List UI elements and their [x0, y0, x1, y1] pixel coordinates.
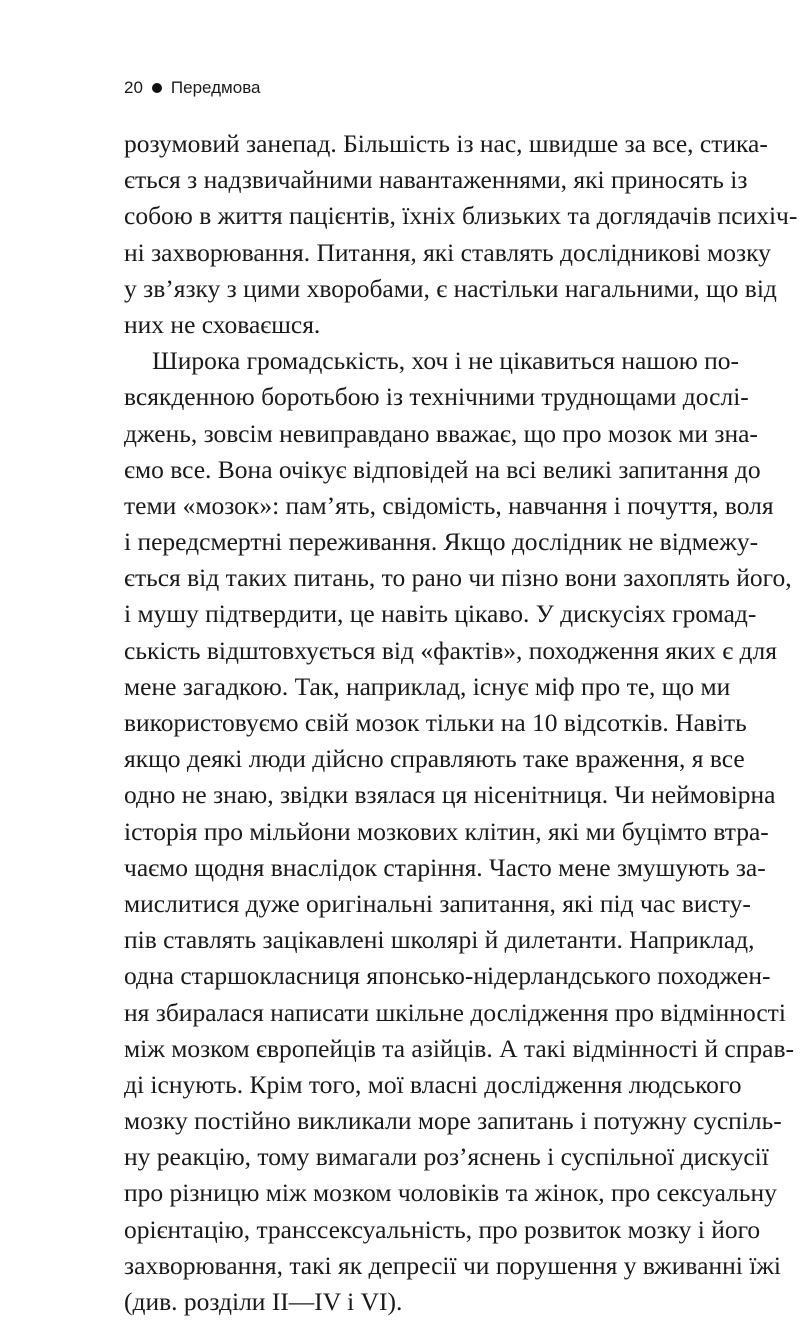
text-line: чаємо щодня внаслідок старіння. Часто мене змушують за- — [124, 852, 766, 882]
text-line: орієнтацію, транссексуальність, про розвиток мозку і його — [124, 1214, 761, 1244]
text-line: ну реакцію, тому вимагали роз’яснень і суспільної дискусії — [124, 1142, 769, 1172]
text-line: Широка громадськість, хоч і не цікавиться нашою по- — [152, 346, 740, 376]
text-line: мозку постійно викликали море запитань і потужну суспіль- — [124, 1106, 782, 1136]
text-line: ємо все. Вона очікує відповідей на всі великі запитання до — [124, 454, 761, 484]
text-line: у зв’язку з цими хворобами, є настільки нагальними, що від — [124, 273, 777, 303]
text-line: собою в життя пацієнтів, їхніх близьких та доглядачів психіч- — [124, 201, 798, 231]
text-line: між мозком європейців та азійців. А такі відмінності й справ- — [124, 1033, 794, 1063]
text-line: мислитися дуже оригінальні запитання, які під час висту- — [124, 888, 751, 918]
text-line: і передсмертні переживання. Якщо дослідник не відмежу- — [124, 527, 759, 557]
text-line: мене загадкою. Так, наприклад, існує міф про те, що ми — [124, 671, 731, 701]
text-line: ня збиралася написати шкільне дослідження про відмінності — [124, 997, 786, 1027]
text-line: ді існують. Крім того, мої власні дослідження людського — [124, 1069, 742, 1099]
text-line: використовуємо свій мозок тільки на 10 відсотків. Навіть — [124, 708, 747, 737]
text-line: всякденною боротьбою із технічними труднощами дослі- — [124, 382, 749, 412]
text-line: історія про мільйони мозкових клітин, які ми буцімто втра- — [124, 816, 769, 846]
paragraph — [124, 343, 794, 1320]
section-title: Передмова — [170, 78, 261, 97]
text-line: про різницю між мозком чоловіків та жінок, про сексуальну — [124, 1178, 777, 1208]
bullet-dot-icon — [152, 83, 162, 93]
text-line: ється з надзвичайними навантаженнями, які приносять із — [124, 165, 748, 195]
text-line: ні захворювання. Питання, які ставлять дослідникові мозку — [124, 237, 771, 267]
text-line: (див. розділи II—IV і VI). — [124, 1287, 403, 1316]
text-line: якщо деякі люди дійсно справляють таке враження, я все — [124, 744, 745, 774]
text-line: одно не знаю, звідки взялася ця нісенітниця. Чи неймовірна — [124, 780, 776, 810]
text-line: ськість відштовхується від «фактів», походження яких є для — [124, 635, 777, 665]
text-line: них не сховаєшся. — [124, 309, 321, 339]
text-line: ється від таких питань, то рано чи пізно вони захоплять його, — [124, 563, 792, 593]
text-line: теми «мозок»: пам’ять, свідомість, навчання і почуття, воля — [124, 490, 774, 520]
text-line: одна старшокласниця японсько-нідерландського походжен- — [124, 961, 771, 991]
text-line: пів ставлять зацікавлені школярі й дилетанти. Наприклад, — [124, 925, 755, 955]
paragraph — [124, 126, 798, 343]
page-number: 20 — [124, 78, 143, 97]
body-text — [124, 126, 798, 1320]
running-head — [124, 74, 261, 102]
text-line: джень, зовсім невиправдано вважає, що про мозок ми зна- — [124, 418, 758, 448]
text-line: захворювання, такі як депресії чи порушення у вживанні їжі — [124, 1250, 781, 1280]
text-line: розумовий занепад. Більшість із нас, швидше за все, стика- — [124, 129, 768, 158]
text-line: і мушу підтвердити, це навіть цікаво. У дискусіях громад- — [124, 599, 757, 629]
